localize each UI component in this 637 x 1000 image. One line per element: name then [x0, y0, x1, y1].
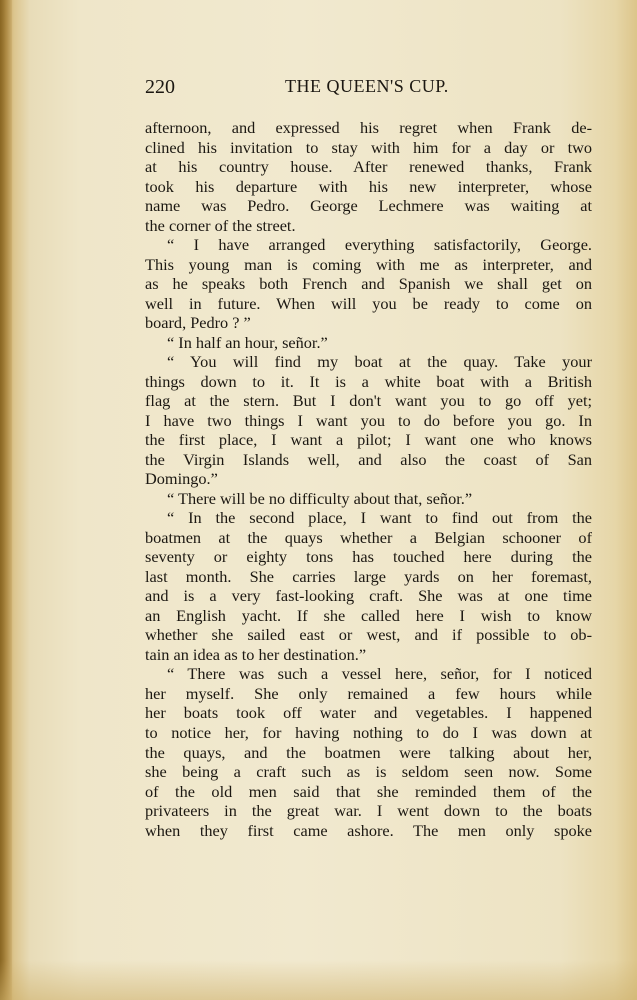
- text-line: when they first came ashore. The men only spoke: [145, 820, 592, 840]
- text-line: as he speaks both French and Spanish we shall get on: [145, 274, 592, 294]
- text-line: the first place, I want a pilot; I want one who knows: [145, 430, 592, 450]
- text-line: an English yacht. If she called here I wish to know: [145, 605, 592, 625]
- text-line: last month. She carries large yards on her foremast,: [145, 566, 592, 586]
- text-line: the Virgin Islands well, and also the coast of San: [145, 449, 592, 469]
- text-line: at his country house. After renewed thanks, Frank: [145, 157, 592, 177]
- text-line: afternoon, and expressed his regret when Frank de-: [145, 118, 592, 137]
- text-line: name was Pedro. George Lechmere was waiting at: [145, 196, 592, 216]
- text-line: her myself. She only remained a few hours while: [145, 683, 592, 703]
- text-line: the quays, and the boatmen were talking about her,: [145, 742, 592, 762]
- book-title: THE QUEEN'S CUP.: [285, 76, 449, 96]
- text-line: clined his invitation to stay with him for a day or two: [145, 137, 592, 157]
- text-line: “ In the second place, I want to find out from the: [167, 508, 592, 528]
- page-number: 220: [145, 76, 175, 98]
- text-line: well in future. When will you be ready to come on: [145, 293, 592, 313]
- text-line: “ You will find my boat at the quay. Take your: [167, 352, 592, 372]
- text-line: took his departure with his new interpreter, whose: [145, 176, 592, 196]
- text-line: “ There was such a vessel here, señor, for I noticed: [167, 664, 592, 684]
- text-line: “ There will be no difficulty about that, señor.”: [167, 488, 473, 508]
- text-line: “ In half an hour, señor.”: [167, 332, 328, 352]
- text-line: tain an idea as to her destination.”: [145, 644, 367, 664]
- text-line: of the old men said that she reminded them of the: [145, 781, 592, 801]
- text-line: board, Pedro ? ”: [145, 313, 251, 333]
- text-line: her boats took off water and vegetables. I happened: [145, 703, 592, 723]
- text-line: and is a very fast-looking craft. She was at one time: [145, 586, 592, 606]
- text-line: Domingo.”: [145, 469, 218, 489]
- body-text: [145, 118, 592, 840]
- text-line: the corner of the street.: [145, 215, 296, 235]
- text-line: “ I have arranged everything satisfactorily, George.: [167, 235, 592, 255]
- text-line: privateers in the great war. I went down to the boats: [145, 801, 592, 821]
- text-line: to notice her, for having nothing to do I was down at: [145, 722, 592, 742]
- text-line: flag at the stern. But I don't want you to go off yet;: [145, 391, 592, 411]
- text-line: seventy or eighty tons has touched here during the: [145, 547, 592, 567]
- text-line: This young man is coming with me as interpreter, and: [145, 254, 592, 274]
- running-head: [145, 76, 592, 104]
- text-line: boatmen at the quays whether a Belgian schooner of: [145, 527, 592, 547]
- text-line: I have two things I want you to do before you go. In: [145, 410, 592, 430]
- text-line: she being a craft such as is seldom seen now. Some: [145, 762, 592, 782]
- text-line: whether she sailed east or west, and if possible to ob-: [145, 625, 592, 645]
- text-line: things down to it. It is a white boat with a British: [145, 371, 592, 391]
